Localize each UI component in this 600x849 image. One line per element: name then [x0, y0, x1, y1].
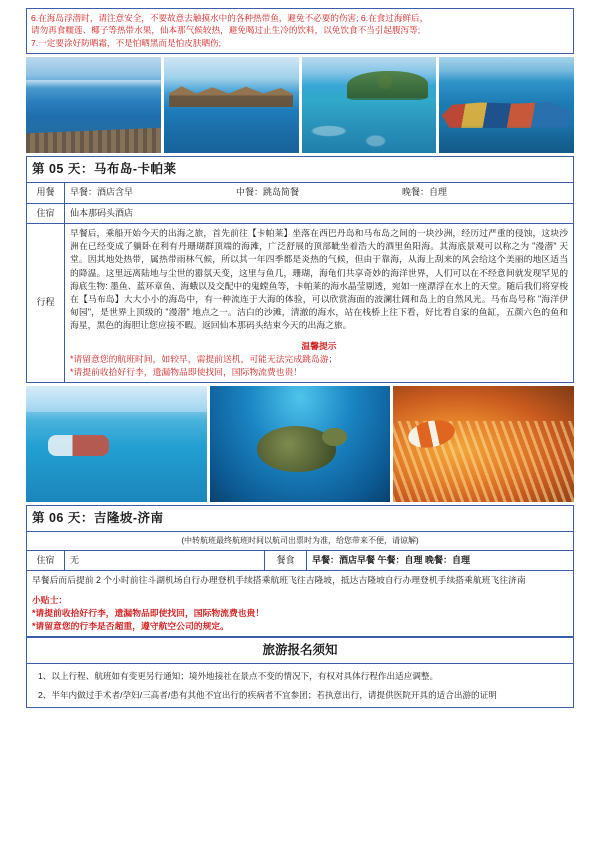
- photo-sea-turtle: [210, 386, 391, 502]
- day05-itinerary-label: 行程: [27, 224, 65, 383]
- day06-title-row: [27, 506, 574, 532]
- safety-note-box: [26, 8, 574, 54]
- day06-title: 第 06 天：吉隆坡-济南: [27, 506, 574, 532]
- notice-title-row: [27, 638, 574, 664]
- day05-lunch: 中餐：跳岛简餐: [236, 187, 300, 198]
- photo-stilt-village: [164, 57, 299, 153]
- day06-body-cell: [27, 571, 574, 637]
- day06-stay-value: 无: [65, 550, 265, 571]
- day05-stay-row: [27, 203, 574, 224]
- photo-beach-pier: [26, 57, 161, 153]
- day06-table: [26, 505, 574, 637]
- safety-note-line-1: 6.在海岛浮潜时，请注意安全，不要故意去触摸水中的各种热带鱼，避免不必要的伤害; 6.在食过海鲜后，: [31, 13, 429, 23]
- day06-stay-label: 住宿: [27, 550, 65, 571]
- photo-strip-middle: [26, 386, 574, 502]
- day05-title: 第 05 天：马布岛-卡帕莱: [27, 157, 574, 183]
- notice-items-cell: [27, 663, 574, 707]
- photo-strip-top: [26, 57, 574, 153]
- day05-tip-2: *请提前收拾好行李，遗漏物品即使找回，国际物流费也贵！: [70, 366, 303, 377]
- day05-tips-title: 温馨提示: [301, 340, 337, 351]
- day05-itinerary-row: [27, 224, 574, 383]
- day05-meal-label: 用餐: [27, 183, 65, 204]
- day05-table: [26, 156, 574, 383]
- notice-title: 旅游报名须知: [27, 638, 574, 664]
- day06-body-row: [27, 571, 574, 637]
- day05-meals: [65, 183, 574, 204]
- notice-item-1: 1、以上行程、航班如有变更另行通知；境外地接社在景点不变的情况下，有权对具体行程作出适应调整。: [38, 670, 439, 681]
- photo-island-kayak: [302, 57, 437, 153]
- day05-itinerary-text: 早餐后，乘船开始今天的出海之旅，首先前往【卡帕莱】坐落在西巴丹岛和马布岛之间的一块沙洲，经历过严重的侵蚀，这块沙洲在已经变成了躺卧在利有丹珊瑚群顶端的海滩，广泛舒展的顶部眦坐着浩大的酒里鱼阳海。其海底景观可以称之为 "漫潜" 天堂。因其地处热带，属热带雨林气候，所以其一年四季都是炎热的气候，但由于靠海，从海上刮来的风会给这个美丽的地区适当的降温。这里远离陆地与尘世的嚣氛天变，这里与鱼几，珊瑚，海龟们共享奇妙的海洋世界，人们可以在不经意间就发现罕见的海底生物: 墨鱼、蓝环章鱼、海蛾以及交配中的鬼螳鱼等，卡帕莱的海水晶莹剔透，宛如一座漂浮在水上的天堂。随后我们将穿梭在【马布岛】大大小小的海岛中，有一种流连于大海的体验，可以欣赏海面的波澜壮阔和岛上的自然风光。马布岛号称 "海洋伊甸园"，是世界上顶级的 "漫潜" 地点之一。洁白的沙滩，清澈的海水，站在栈桥上往下看，好比看自家的鱼缸，五颜六色的鱼和海星，黑色的海胆让您应接不暇。返回仙本那码头结束今天的出海之旅。: [70, 228, 568, 331]
- day06-tip-2: *请留意您的行李是否超重，遵守航空公司的规定。: [32, 620, 229, 631]
- day06-subtitle-row: [27, 531, 574, 550]
- day05-tip-1: *请留意您的航班时间，如较早，需提前送机，可能无法完成跳岛游；: [70, 353, 338, 364]
- day05-stay-value: 仙本那码头酒店: [65, 203, 574, 224]
- day06-meal-label: 餐食: [265, 550, 307, 571]
- notice-item-2: 2、半年内做过手术者/孕妇/三高者/患有其他不宜出行的疾病者不宜参团；若执意出行，请提供医院开具的适合出游的证明: [38, 689, 497, 700]
- notice-table: [26, 637, 574, 708]
- safety-note-line-2: 请勿再食糯莲、椰子等热带水果，仙本那气候较热，避免喝过止生冷的饮料，以免饮食不当引起腹泻等;: [31, 25, 421, 36]
- day05-title-row: [27, 157, 574, 183]
- notice-items-row: [27, 663, 574, 707]
- day06-body-text: 早餐后而后提前 2 个小时前往斗湖机场自行办理登机手续搭乘航班飞往吉隆坡，抵达吉隆坡自行办理登机手续搭乘航班飞往济南: [32, 575, 526, 586]
- photo-clownfish-anemone: [393, 386, 574, 502]
- day06-stay-meal-row: [27, 550, 574, 571]
- day06-subtitle: (中转航班最终航班时间以航司出票时为准，给您带来不便，请谅解): [27, 531, 574, 550]
- day05-itinerary-cell: [65, 224, 574, 383]
- day06-tip-title: 小贴士：: [32, 594, 68, 605]
- day05-breakfast: 早餐：酒店含早: [70, 187, 134, 198]
- day05-stay-label: 住宿: [27, 203, 65, 224]
- safety-note-line-3: 7.一定要涂好防晒霜，不是怕晒黑而是怕皮肤晒伤;: [31, 37, 222, 48]
- day05-dinner: 晚餐：自理: [402, 187, 448, 198]
- day05-meal-row: [27, 183, 574, 204]
- day06-tip-1: *请提前收拾好行李，遗漏物品即使找回，国际物流费也贵！: [32, 607, 265, 618]
- photo-snorkelers: [26, 386, 207, 502]
- day06-meals: 早餐：酒店早餐 午餐：自理 晚餐：自理: [307, 550, 574, 571]
- photo-longtail-boats: [439, 57, 574, 153]
